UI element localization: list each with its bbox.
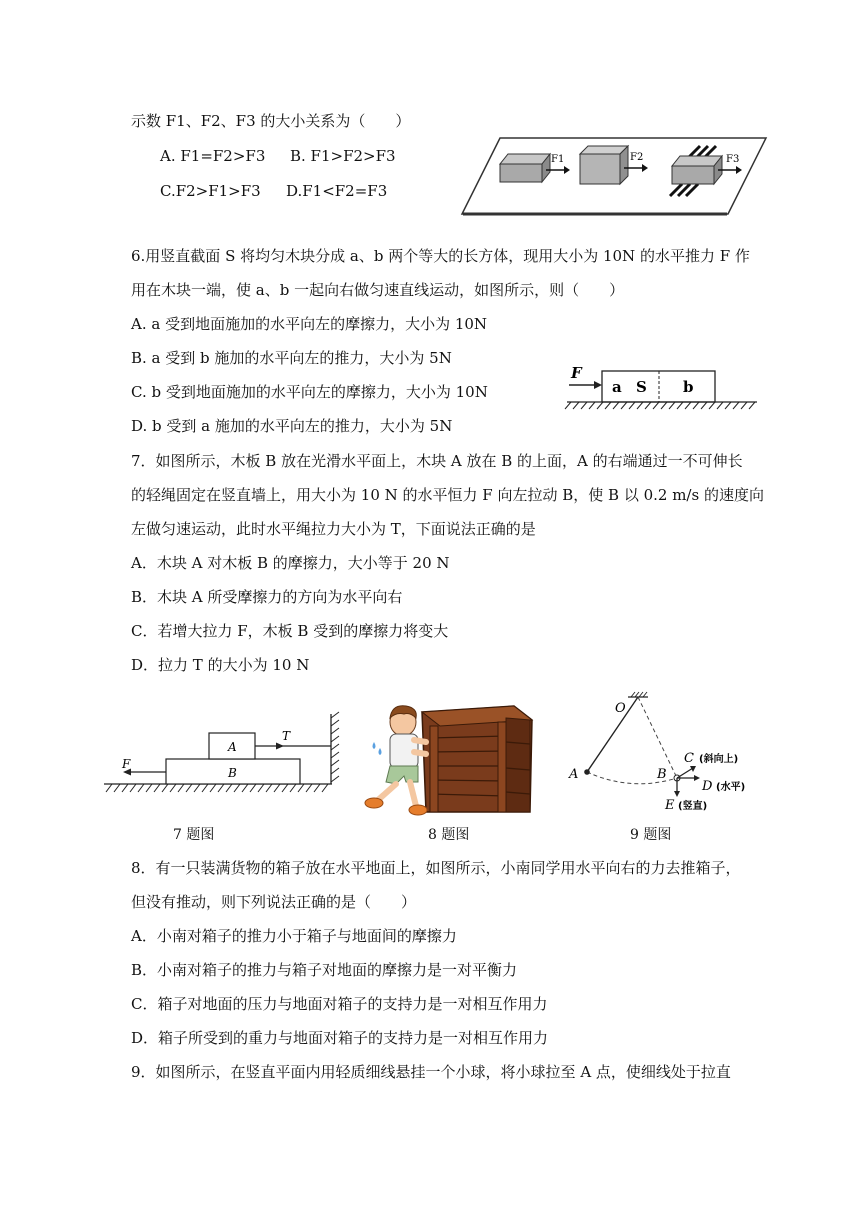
q5-stem-tail: 示数 F1、F2、F3 的大小关系为（ ） [131,112,411,130]
fig9-label-c: C [684,751,694,766]
fig7-label-f: F [122,757,131,771]
q8-option-c: C．箱子对地面的压力与地面对箱子的支持力是一对相互作用力 [131,995,548,1013]
q5-option-a: A. F1=F2>F3 [160,147,266,165]
q7-stem-line-2: 的轻绳固定在竖直墙上，用大小为 10 N 的水平恒力 F 向左拉动 B，使 B 以 0.2 m/s 的速度向 [131,486,764,504]
q7-option-c: C．若增大拉力 F，木板 B 受到的摩擦力将变大 [131,622,449,640]
fig8-boy-pushing-crate [360,702,544,816]
q8-option-b: B．小南对箱子的推力与箱子对地面的摩擦力是一对平衡力 [131,961,518,979]
q5-label-f1: F1 [551,154,565,165]
q6-figure [565,362,760,412]
q7-option-d: D．拉力 T 的大小为 10 N [131,656,310,674]
q7-stem-line-3: 左做匀速运动，此时水平绳拉力大小为 T，下面说法正确的是 [131,520,536,538]
q5-option-c: C.F2>F1>F3 [160,182,261,200]
q8-option-d: D．箱子所受到的重力与地面对箱子的支持力是一对相互作用力 [131,1029,549,1047]
q6-label-a: a [612,378,622,396]
q7-option-a: A．木块 A 对木板 B 的摩擦力，大小等于 20 N [131,554,450,572]
q6-option-b: B. a 受到 b 施加的水平向左的推力，大小为 5N [131,349,452,367]
q5-option-b: B. F1>F2>F3 [290,147,396,165]
fig9-label-d: D [702,779,713,794]
q6-label-s: S [636,378,647,396]
q8-stem-line-1: 8．有一只装满货物的箱子放在水平地面上，如图所示，小南同学用水平向右的力去推箱子， [131,859,741,877]
fig9-note-d: (水平) [716,782,746,793]
q6-option-c: C. b 受到地面施加的水平向左的摩擦力，大小为 10N [131,383,488,401]
q9-stem-line-1: 9．如图所示，在竖直平面内用轻质细线悬挂一个小球，将小球拉至 A 点，使细线处于拉直 [131,1063,731,1081]
fig9-label-b: B [657,767,667,782]
fig9-note-e: (竖直) [678,801,708,812]
q6-stem-line-2: 用在木块一端，使 a、b 一起向右做匀速直线运动，如图所示，则（ ） [131,281,625,299]
q6-stem-line-1: 6.用竖直截面 S 将均匀木块分成 a、b 两个等大的长方体，现用大小为 10N 的水平推力 F 作 [131,247,750,265]
fig7-label-t: T [282,729,291,743]
q5-figure [460,136,770,218]
caption-fig9: 9 题图 [630,827,672,843]
fig9-label-e: E [665,798,675,813]
q6-label-force: F [571,364,582,382]
fig9-label-a: A [569,767,579,782]
q5-option-d: D.F1<F2=F3 [286,182,388,200]
q5-label-f3: F3 [726,154,740,165]
q6-option-d: D. b 受到 a 施加的水平向左的推力，大小为 5N [131,417,453,435]
fig9-label-o: O [615,701,626,716]
fig9-pendulum [565,692,755,814]
q8-option-a: A．小南对箱子的推力小于箱子与地面间的摩擦力 [131,927,457,945]
caption-fig7: 7 题图 [173,827,215,843]
q8-stem-line-2: 但没有推动，则下列说法正确的是（ ） [131,893,417,911]
fig7 [104,714,350,798]
q5-label-f2: F2 [630,152,644,163]
q6-label-b: b [683,378,694,396]
q7-stem-line-1: 7．如图所示，木板 B 放在光滑水平面上，木块 A 放在 B 的上面，A 的右端通过一不可伸长 [131,452,743,470]
fig7-label-b: B [228,766,237,780]
fig9-note-c: (斜向上) [699,754,739,765]
fig7-label-a: A [228,740,237,754]
q7-option-b: B．木块 A 所受摩擦力的方向为水平向右 [131,588,403,606]
caption-fig8: 8 题图 [428,827,470,843]
q6-option-a: A. a 受到地面施加的水平向左的摩擦力，大小为 10N [131,315,488,333]
